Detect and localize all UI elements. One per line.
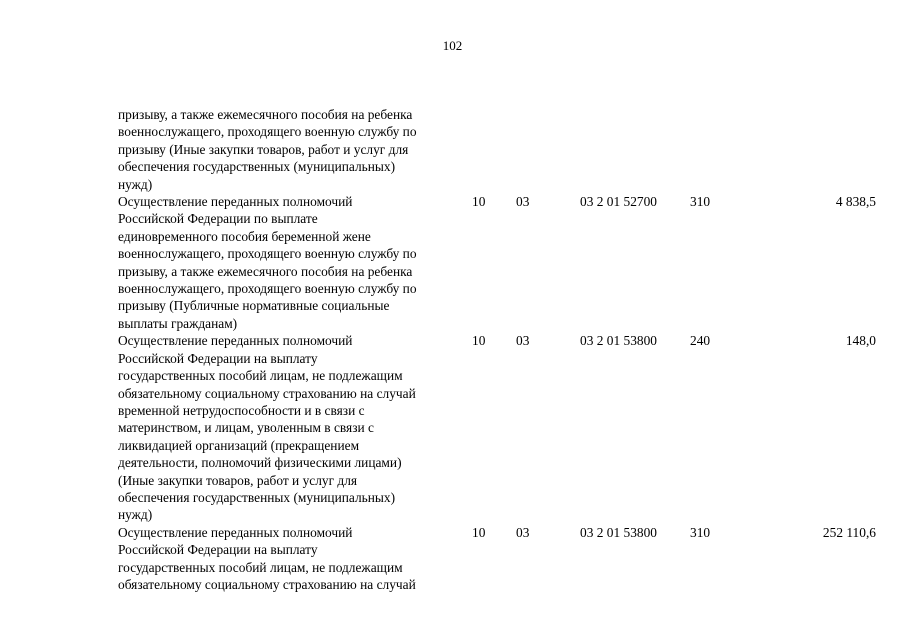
row-expense-type-code: 310	[690, 524, 711, 540]
row-target-item-code: 03 2 01 53800	[580, 333, 657, 349]
row-amount: 252 110,6	[822, 524, 876, 540]
row-description: призыву, а также ежемесячного пособия на ребенка военнослужащего, проходящего военную службу по призыву (Иные закупки товаров, работ и услуг для обеспечения государственных (муниципальных) нужд)	[118, 107, 417, 192]
row-target-item-code: 03 2 01 53800	[580, 524, 657, 540]
row-section-code: 10	[472, 194, 486, 210]
table-row	[118, 193, 880, 332]
row-expense-type-code: 240	[690, 333, 711, 349]
table-row	[118, 332, 880, 523]
row-subsection-code: 03	[516, 194, 530, 210]
row-target-item-code: 03 2 01 52700	[580, 194, 657, 210]
row-amount: 4 838,5	[835, 194, 876, 210]
page-number: 102	[442, 38, 463, 53]
row-subsection-code: 03	[516, 524, 530, 540]
row-section-code: 10	[472, 524, 486, 540]
row-description: Осуществление переданных полномочий Российской Федерации по выплате единовременного пособия беременной жене военнослужащего, проходящего военную службу по призыву, а также ежемесячного пособия на ребенка военнослужащего, проходящего военную службу по призыву (Публичные нормативные социальные выплаты гражданам)	[118, 194, 417, 331]
row-subsection-code: 03	[516, 333, 530, 349]
row-description: Осуществление переданных полномочий Российской Федерации на выплату государственных пособий лицам, не подлежащим обязательному социальному страхованию на случай	[118, 524, 416, 592]
row-description: Осуществление переданных полномочий Российской Федерации на выплату государственных пособий лицам, не подлежащим обязательному социальному страхованию на случай временной нетрудоспособности и в связи с материнством, и лицам, уволенным в связи с ликвидацией организаций (прекращением деятельности, полномочий физическими лицами) (Иные закупки товаров, работ и услуг для обеспечения государственных (муниципальных) нужд)	[118, 333, 416, 523]
row-expense-type-code: 310	[690, 194, 711, 210]
table-row	[118, 524, 880, 594]
budget-table	[118, 106, 880, 593]
row-amount: 148,0	[845, 333, 876, 349]
row-section-code: 10	[472, 333, 486, 349]
table-row	[118, 106, 880, 193]
